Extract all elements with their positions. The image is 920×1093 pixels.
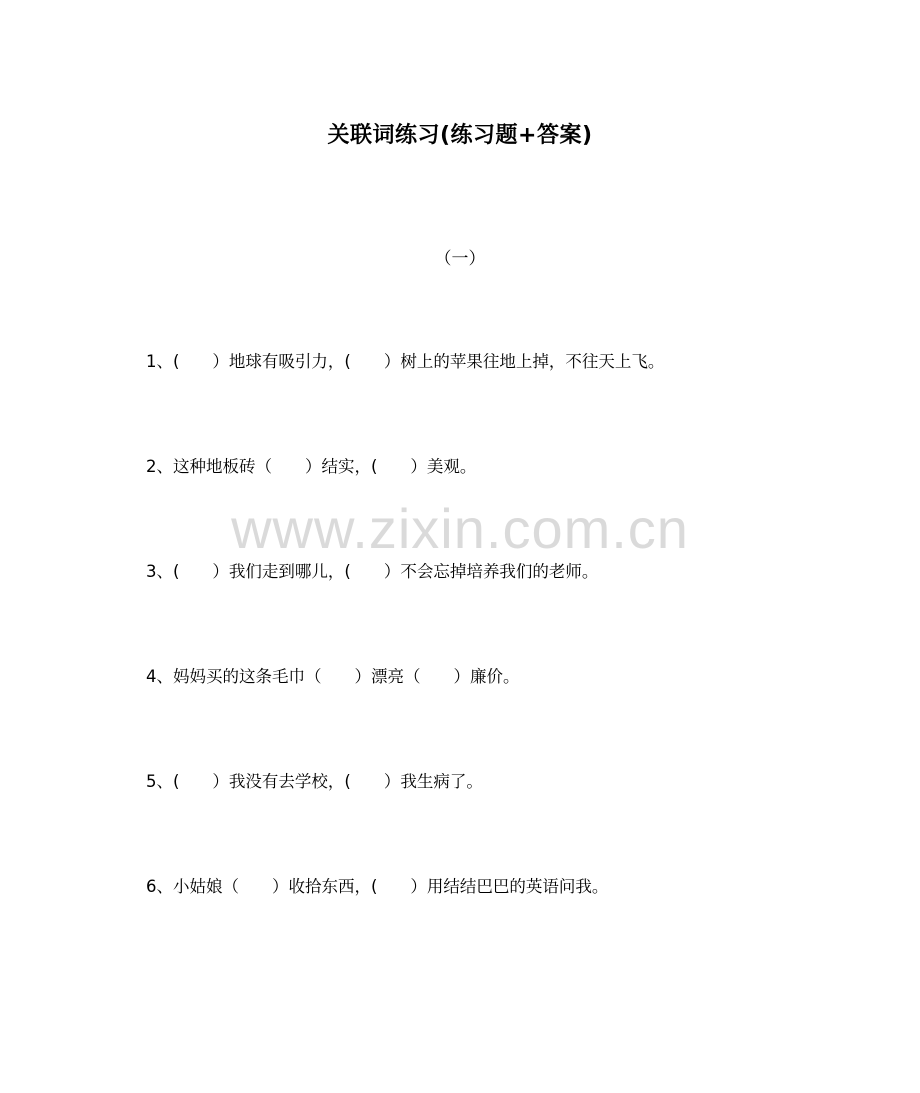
question-6: 6、小姑娘（ ）收拾东西，( ）用结结巴巴的英语问我。 bbox=[146, 877, 609, 896]
question-4: 4、妈妈买的这条毛巾（ ）漂亮（ ）廉价。 bbox=[146, 667, 520, 686]
question-1: 1、( ）地球有吸引力，( ）树上的苹果往地上掉，不往天上飞。 bbox=[146, 352, 665, 371]
question-3: 3、( ）我们走到哪儿，( ）不会忘掉培养我们的老师。 bbox=[146, 562, 599, 581]
question-5: 5、( ）我没有去学校，( ）我生病了。 bbox=[146, 772, 483, 791]
question-2: 2、这种地板砖（ ）结实，( ）美观。 bbox=[146, 457, 477, 476]
document-title: 关联词练习(练习题+答案) bbox=[327, 123, 593, 148]
section-label: （一） bbox=[434, 249, 486, 269]
watermark: www.zixin.com.cn bbox=[231, 497, 689, 560]
